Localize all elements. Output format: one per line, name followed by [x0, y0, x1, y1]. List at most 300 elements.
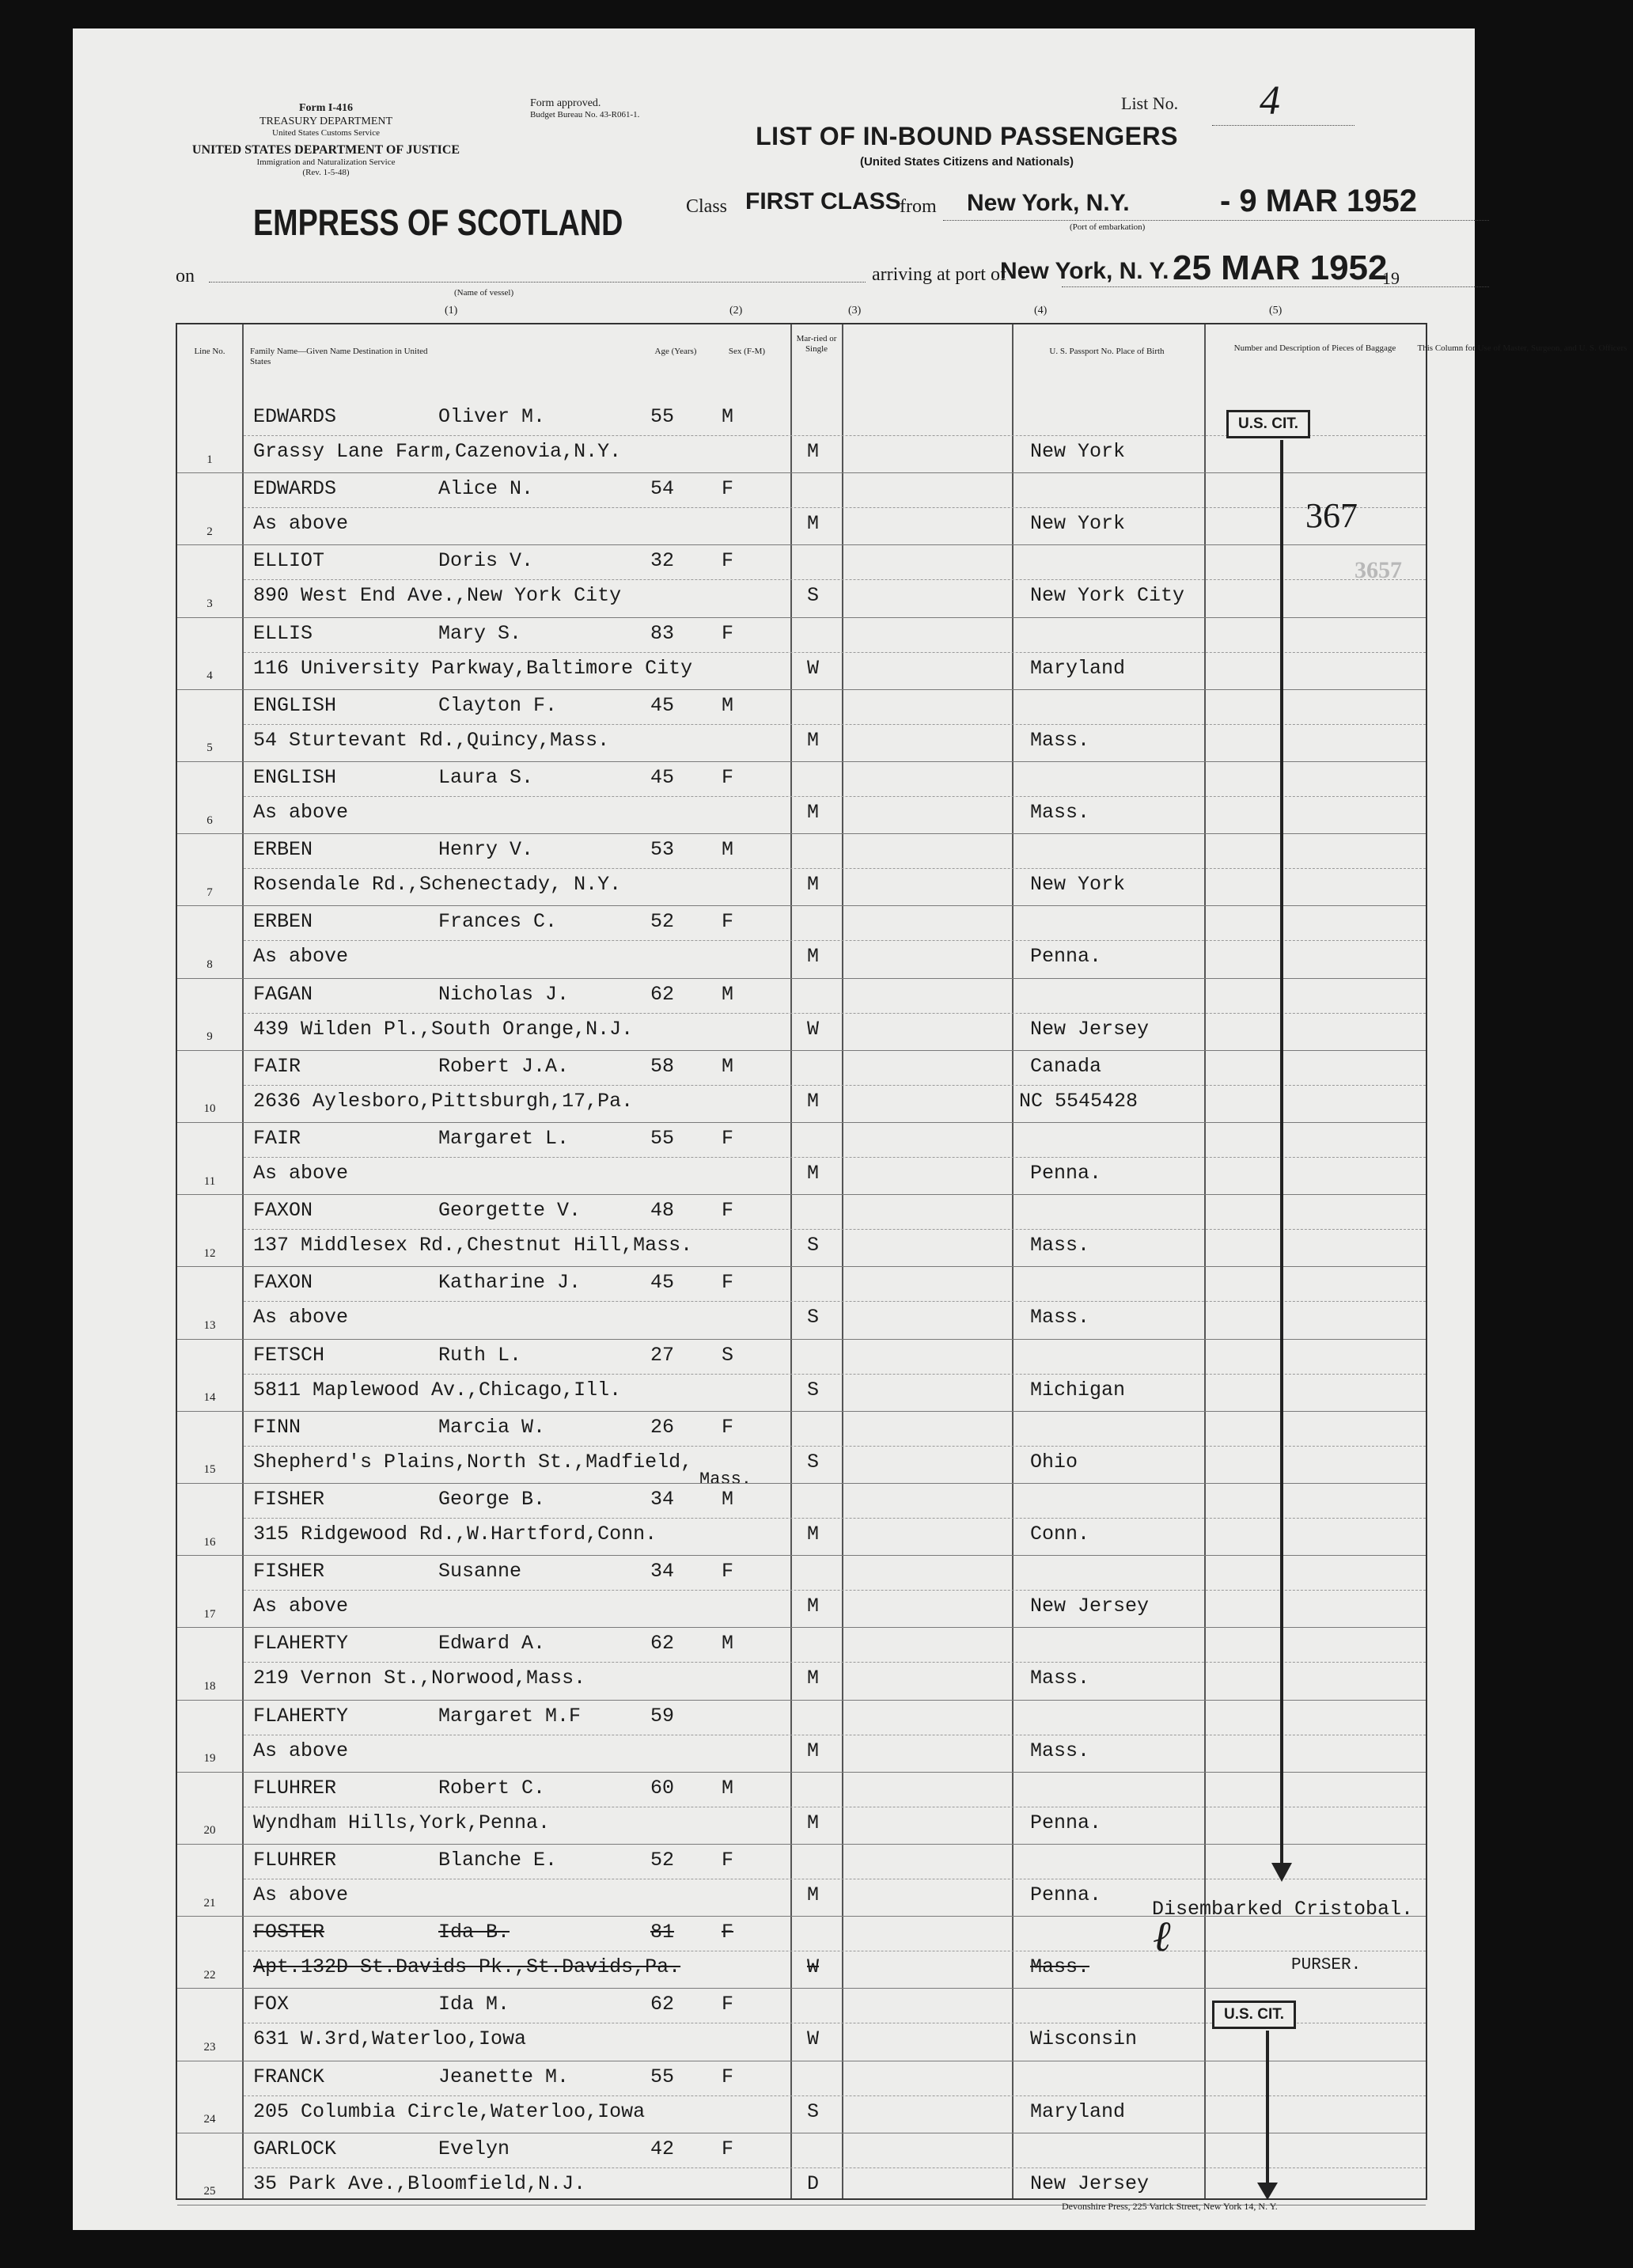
row-subdivider	[244, 940, 1426, 941]
given-name: Marcia W.	[438, 1415, 546, 1439]
destination: As above	[253, 1739, 349, 1762]
from-label: from	[900, 196, 937, 217]
list-no-label: List No.	[1121, 93, 1179, 113]
destination: As above	[253, 1306, 349, 1329]
col-num-1: (1)	[445, 305, 458, 317]
passenger-row	[177, 2061, 1426, 2133]
age: 34	[650, 1560, 675, 1583]
marital-status: M	[807, 440, 820, 463]
line-number: 24	[203, 2113, 216, 2126]
form-header-block	[207, 101, 445, 138]
embarkation-label: (Port of embarkation)	[1070, 222, 1146, 232]
arrow-head-icon	[1271, 1863, 1292, 1882]
marital-status: M	[807, 1811, 820, 1834]
place-of-birth: New York	[1030, 512, 1126, 536]
purser-label: PURSER.	[1291, 1956, 1362, 1974]
revision-label: (Rev. 1-5-48)	[302, 168, 350, 177]
given-name: Evelyn	[438, 2137, 510, 2160]
given-name: Doris V.	[438, 549, 534, 573]
age: 62	[650, 982, 675, 1006]
line-number: 1	[206, 453, 213, 466]
departure-date: - 9 MAR 1952	[1220, 184, 1417, 218]
line-number: 19	[203, 1752, 216, 1765]
place-of-birth: Penna.	[1030, 1883, 1102, 1906]
destination: As above	[253, 1162, 349, 1185]
family-name: ERBEN	[253, 838, 313, 862]
given-name: Mary S.	[438, 621, 522, 645]
passenger-row	[177, 1555, 1426, 1628]
sex: M	[722, 1632, 734, 1655]
age: 60	[650, 1776, 675, 1800]
given-name: Ida M.	[438, 1993, 510, 2016]
age: 45	[650, 693, 675, 717]
given-name: Edward A.	[438, 1632, 546, 1655]
row-subdivider	[244, 1301, 1426, 1302]
passenger-row	[177, 1627, 1426, 1700]
passenger-rows	[177, 400, 1426, 2198]
place-of-birth: Mass.	[1030, 801, 1090, 824]
place-of-birth: New Jersey	[1030, 2171, 1150, 2195]
destination: As above	[253, 801, 349, 824]
age: 55	[650, 405, 675, 428]
sex: F	[722, 1849, 734, 1872]
line-number: 22	[203, 1968, 216, 1982]
given-name: Clayton F.	[438, 693, 558, 717]
age: 62	[650, 1632, 675, 1655]
destination: As above	[253, 945, 349, 969]
sex: F	[722, 910, 734, 934]
place-of-birth: Penna.	[1030, 1162, 1102, 1185]
given-name: Nicholas J.	[438, 982, 570, 1006]
faint-number: 3657	[1355, 557, 1402, 583]
passenger-row	[177, 1916, 1426, 1989]
row-subdivider	[244, 507, 1426, 508]
given-name: Ida B.	[438, 1921, 510, 1944]
destination: Rosendale Rd.,Schenectady, N.Y.	[253, 873, 622, 897]
line-number: 13	[203, 1318, 216, 1332]
place-of-birth: Penna.	[1030, 1811, 1102, 1834]
row-subdivider	[244, 1518, 1426, 1519]
list-no-value: 4	[1260, 78, 1280, 123]
destination: As above	[253, 1883, 349, 1906]
header-baggage: Number and Description of Pieces of Baggage	[1233, 343, 1396, 353]
header-passport: U. S. Passport No. Place of Birth	[1049, 347, 1165, 356]
line-number: 23	[203, 2040, 216, 2054]
family-name: ERBEN	[253, 910, 313, 934]
document-subtitle: (United States Citizens and Nationals)	[859, 155, 1074, 169]
passenger-row	[177, 978, 1426, 1051]
marital-status: W	[807, 656, 820, 680]
line-number: 6	[206, 814, 213, 827]
destination: 54 Sturtevant Rd.,Quincy,Mass.	[253, 728, 610, 752]
sex: F	[722, 766, 734, 789]
col-num-3: (3)	[848, 305, 862, 317]
line-number: 4	[206, 669, 213, 683]
row-subdivider	[244, 1229, 1426, 1230]
line-number: 10	[203, 1102, 216, 1116]
place-of-birth: New York City	[1030, 584, 1185, 608]
family-name: FLAHERTY	[253, 1704, 349, 1728]
age: 32	[650, 549, 675, 573]
given-name: Georgette V.	[438, 1199, 582, 1223]
row-subdivider	[244, 1085, 1426, 1086]
marital-status: M	[807, 728, 820, 752]
passenger-row	[177, 472, 1426, 545]
place-of-birth: Mass.	[1030, 1667, 1090, 1690]
age: 48	[650, 1199, 675, 1223]
age: 54	[650, 477, 675, 501]
approval-block	[530, 97, 736, 120]
class-value: FIRST CLASS	[745, 188, 901, 214]
destination: 35 Park Ave.,Bloomfield,N.J.	[253, 2171, 586, 2195]
destination: 890 West End Ave.,New York City	[253, 584, 622, 608]
line-number: 7	[206, 886, 213, 899]
place-of-birth: Mass.	[1030, 1234, 1090, 1257]
passenger-row	[177, 1339, 1426, 1412]
destination: Shepherd's Plains,North St.,Madfield,	[253, 1450, 693, 1473]
sex: F	[722, 549, 734, 573]
passenger-row	[177, 1772, 1426, 1845]
class-label: Class	[686, 196, 728, 217]
arrow-line-bottom	[1266, 2031, 1269, 2189]
family-name: FOSTER	[253, 1921, 325, 1944]
header-name: Family Name—Given Name Destination in United States	[250, 347, 428, 366]
given-name: Henry V.	[438, 838, 534, 862]
place-of-birth: Mass.	[1030, 1306, 1090, 1329]
family-name: FAXON	[253, 1271, 313, 1295]
family-name: ENGLISH	[253, 766, 337, 789]
sex: F	[722, 1993, 734, 2016]
vessel-name: EMPRESS OF SCOTLAND	[253, 202, 623, 243]
given-name: Robert J.A.	[438, 1054, 570, 1078]
ins-label: Immigration and Naturalization Service	[256, 157, 396, 167]
sex: F	[722, 1271, 734, 1295]
marital-status: M	[807, 945, 820, 969]
place-of-birth: Penna.	[1030, 945, 1102, 969]
arrow-line	[1280, 440, 1283, 1868]
passport-number: NC 5545428	[1019, 1089, 1139, 1113]
arriving-label: arriving at port of	[872, 264, 1006, 285]
passenger-row	[177, 2133, 1426, 2205]
marital-status: S	[807, 1378, 820, 1401]
col-num-4: (4)	[1034, 305, 1048, 317]
line-number: 20	[203, 1824, 216, 1838]
row-subdivider	[244, 1013, 1426, 1014]
destination: As above	[253, 512, 349, 536]
place-of-birth: New York	[1030, 440, 1126, 463]
sex: M	[722, 1488, 734, 1511]
given-name: Robert C.	[438, 1776, 546, 1800]
customs-label: United States Customs Service	[272, 128, 380, 138]
arrival-date: 25 MAR 1952	[1173, 248, 1388, 287]
line-number: 5	[206, 741, 213, 755]
given-name: Margaret M.F	[438, 1704, 582, 1728]
given-name: Oliver M.	[438, 405, 546, 428]
marital-status: M	[807, 1739, 820, 1762]
row-subdivider	[244, 2095, 1426, 2096]
place-of-birth: Wisconsin	[1030, 2027, 1138, 2051]
family-name: FAXON	[253, 1199, 313, 1223]
destination: Grassy Lane Farm,Cazenovia,N.Y.	[253, 440, 622, 463]
family-name: FOX	[253, 1993, 290, 2016]
place-of-birth: Mass.	[1030, 1739, 1090, 1762]
place-of-birth: Conn.	[1030, 1523, 1090, 1546]
sex: F	[722, 1127, 734, 1150]
passenger-row	[177, 1122, 1426, 1195]
marital-status: W	[807, 2027, 820, 2051]
family-name: ENGLISH	[253, 693, 337, 717]
marital-status: M	[807, 1667, 820, 1690]
given-name: Susanne	[438, 1560, 522, 1583]
line-number: 11	[203, 1174, 216, 1188]
line-number: 3	[206, 597, 213, 610]
from-value: New York, N.Y.	[967, 190, 1130, 216]
passenger-row	[177, 1266, 1426, 1339]
arrival-port: New York, N. Y.	[1000, 258, 1169, 284]
age: 53	[650, 838, 675, 862]
sex: F	[722, 477, 734, 501]
passenger-row	[177, 1483, 1426, 1556]
age: 55	[650, 2065, 675, 2088]
marital-status: W	[807, 1955, 820, 1979]
family-name: EDWARDS	[253, 477, 337, 501]
arrival-rule	[1062, 286, 1489, 287]
sex: M	[722, 982, 734, 1006]
manifest-page	[73, 28, 1627, 2230]
given-name: Blanche E.	[438, 1849, 558, 1872]
given-name: Alice N.	[438, 477, 534, 501]
passenger-row	[177, 544, 1426, 617]
family-name: FAGAN	[253, 982, 313, 1006]
us-citizen-stamp: U.S. CIT.	[1226, 410, 1310, 438]
sex: M	[722, 693, 734, 717]
age: 52	[650, 1849, 675, 1872]
family-name: FRANCK	[253, 2065, 325, 2088]
passenger-row	[177, 1194, 1426, 1267]
family-name: FISHER	[253, 1488, 325, 1511]
marital-status: M	[807, 1162, 820, 1185]
header-line-no: Line No.	[194, 347, 225, 356]
place-of-birth: Ohio	[1030, 1450, 1078, 1473]
sex: F	[722, 2065, 734, 2088]
age: 83	[650, 621, 675, 645]
row-subdivider	[244, 1374, 1426, 1375]
marital-status: S	[807, 2099, 820, 2123]
vessel-rule	[209, 282, 866, 283]
sex: F	[722, 621, 734, 645]
form-number: Form I-416	[298, 102, 354, 114]
place-of-birth: Canada	[1030, 1054, 1102, 1078]
purser-signature: ℓ	[1153, 1913, 1171, 1960]
line-number: 8	[206, 958, 213, 971]
age: 42	[650, 2137, 675, 2160]
destination: 137 Middlesex Rd.,Chestnut Hill,Mass.	[253, 1234, 693, 1257]
marital-status: W	[807, 1017, 820, 1041]
marital-status: S	[807, 1234, 820, 1257]
marital-status: M	[807, 1595, 820, 1618]
family-name: FLUHRER	[253, 1776, 337, 1800]
budget-label: Budget Bureau No. 43-R061-1.	[530, 110, 640, 119]
age: 81	[650, 1921, 675, 1944]
place-of-birth: New Jersey	[1030, 1017, 1150, 1041]
list-no-rule	[1212, 125, 1355, 126]
destination: 439 Wilden Pl.,South Orange,N.J.	[253, 1017, 634, 1041]
age: 45	[650, 766, 675, 789]
sex: F	[722, 1415, 734, 1439]
sex: F	[722, 1560, 734, 1583]
disembarked-note: Disembarked Cristobal.	[1152, 1898, 1414, 1921]
vessel-caption: (Name of vessel)	[454, 288, 514, 298]
family-name: FINN	[253, 1415, 301, 1439]
passenger-row	[177, 1411, 1426, 1489]
sex: M	[722, 405, 734, 428]
passenger-row	[177, 761, 1426, 834]
place-of-birth: New Jersey	[1030, 1595, 1150, 1618]
year-suffix: 19	[1382, 268, 1400, 288]
given-name: George B.	[438, 1488, 546, 1511]
line-number: 25	[203, 2185, 216, 2198]
given-name: Katharine J.	[438, 1271, 582, 1295]
sex: F	[722, 1199, 734, 1223]
printer-credit: Devonshire Press, 225 Varick Street, New York 14, N. Y.	[1062, 2201, 1278, 2212]
place-of-birth: Mass.	[1030, 1955, 1090, 1979]
destination-continued: Mass.	[699, 1469, 752, 1489]
place-of-birth: Mass.	[1030, 728, 1090, 752]
family-name: FLAHERTY	[253, 1632, 349, 1655]
header-sex: Sex (F-M)	[728, 347, 766, 356]
sex: M	[722, 1054, 734, 1078]
row-subdivider	[244, 796, 1426, 797]
destination: Apt.132D St.Davids Pk.,St.Davids,Pa.	[253, 1955, 681, 1979]
age: 58	[650, 1054, 675, 1078]
age: 55	[650, 1127, 675, 1150]
family-name: FISHER	[253, 1560, 325, 1583]
destination: Wyndham Hills,York,Penna.	[253, 1811, 551, 1834]
given-name: Frances C.	[438, 910, 558, 934]
passenger-row	[177, 905, 1426, 978]
marital-status: M	[807, 873, 820, 897]
line-number: 15	[203, 1463, 216, 1477]
us-citizen-stamp-bottom: U.S. CIT.	[1212, 2001, 1296, 2029]
family-name: GARLOCK	[253, 2137, 337, 2160]
header-married: Mar-ried or Single	[796, 334, 837, 354]
passenger-row	[177, 617, 1426, 690]
age: 59	[650, 1704, 675, 1728]
justice-label: UNITED STATES DEPARTMENT OF JUSTICE	[191, 143, 460, 157]
family-name: ELLIOT	[253, 549, 325, 573]
sex: F	[722, 2137, 734, 2160]
marital-status: D	[807, 2171, 820, 2195]
given-name: Margaret L.	[438, 1127, 570, 1150]
age: 45	[650, 1271, 675, 1295]
row-subdivider	[244, 652, 1426, 653]
destination: As above	[253, 1595, 349, 1618]
marital-status: M	[807, 1089, 820, 1113]
sex: S	[722, 1343, 734, 1367]
header-officers: This Column for Use of Master, Surgeon, and U. S. Officers	[1417, 343, 1627, 353]
arrow-head-icon	[1257, 2183, 1278, 2200]
age: 62	[650, 1993, 675, 2016]
family-name: FLUHRER	[253, 1849, 337, 1872]
col-num-5: (5)	[1269, 305, 1283, 317]
sex: M	[722, 838, 734, 862]
marital-status: M	[807, 1883, 820, 1906]
marital-status: M	[807, 512, 820, 536]
given-name: Jeanette M.	[438, 2065, 570, 2088]
passenger-row	[177, 1700, 1426, 1773]
from-rule	[943, 220, 1489, 221]
handwritten-367: 367	[1305, 496, 1358, 535]
marital-status: M	[807, 1523, 820, 1546]
marital-status: S	[807, 584, 820, 608]
row-subdivider	[244, 1590, 1426, 1591]
destination: 315 Ridgewood Rd.,W.Hartford,Conn.	[253, 1523, 657, 1546]
marital-status: M	[807, 801, 820, 824]
family-name: FAIR	[253, 1127, 301, 1150]
marital-status: S	[807, 1306, 820, 1329]
given-name: Ruth L.	[438, 1343, 522, 1367]
line-number: 21	[203, 1896, 216, 1910]
age: 26	[650, 1415, 675, 1439]
family-name: FAIR	[253, 1054, 301, 1078]
family-name: FETSCH	[253, 1343, 325, 1367]
given-name: Laura S.	[438, 766, 534, 789]
line-number: 14	[203, 1391, 216, 1405]
line-number: 16	[203, 1535, 216, 1549]
treasury-label: TREASURY DEPARTMENT	[259, 116, 393, 127]
row-subdivider	[244, 2167, 1426, 2168]
row-subdivider	[244, 868, 1426, 869]
justice-block	[176, 143, 476, 178]
on-label: on	[176, 266, 195, 286]
destination: 2636 Aylesboro,Pittsburgh,17,Pa.	[253, 1089, 634, 1113]
age: 27	[650, 1343, 675, 1367]
row-subdivider	[244, 724, 1426, 725]
place-of-birth: New York	[1030, 873, 1126, 897]
passenger-row	[177, 833, 1426, 906]
place-of-birth: Maryland	[1030, 2099, 1126, 2123]
destination: 219 Vernon St.,Norwood,Mass.	[253, 1667, 586, 1690]
approved-label: Form approved.	[530, 97, 601, 109]
destination: 5811 Maplewood Av.,Chicago,Ill.	[253, 1378, 622, 1401]
line-number: 18	[203, 1679, 216, 1693]
row-subdivider	[244, 1446, 1426, 1447]
header-age: Age (Years)	[654, 347, 697, 356]
family-name: EDWARDS	[253, 405, 337, 428]
family-name: ELLIS	[253, 621, 313, 645]
age: 52	[650, 910, 675, 934]
sex: M	[722, 1776, 734, 1800]
passenger-row	[177, 689, 1426, 762]
line-number: 2	[206, 525, 213, 538]
destination: 116 University Parkway,Baltimore City	[253, 656, 693, 680]
document-title: LIST OF IN-BOUND PASSENGERS	[756, 122, 1178, 150]
place-of-birth: Maryland	[1030, 656, 1126, 680]
marital-status: S	[807, 1450, 820, 1473]
line-number: 9	[206, 1030, 213, 1044]
sex: F	[722, 1921, 734, 1944]
place-of-birth: Michigan	[1030, 1378, 1126, 1401]
destination: 205 Columbia Circle,Waterloo,Iowa	[253, 2099, 646, 2123]
line-number: 17	[203, 1607, 216, 1621]
col-num-2: (2)	[729, 305, 743, 317]
passenger-row	[177, 1050, 1426, 1123]
line-number: 12	[203, 1246, 216, 1260]
row-subdivider	[244, 579, 1426, 580]
age: 34	[650, 1488, 675, 1511]
row-subdivider	[244, 1662, 1426, 1663]
destination: 631 W.3rd,Waterloo,Iowa	[253, 2027, 527, 2051]
